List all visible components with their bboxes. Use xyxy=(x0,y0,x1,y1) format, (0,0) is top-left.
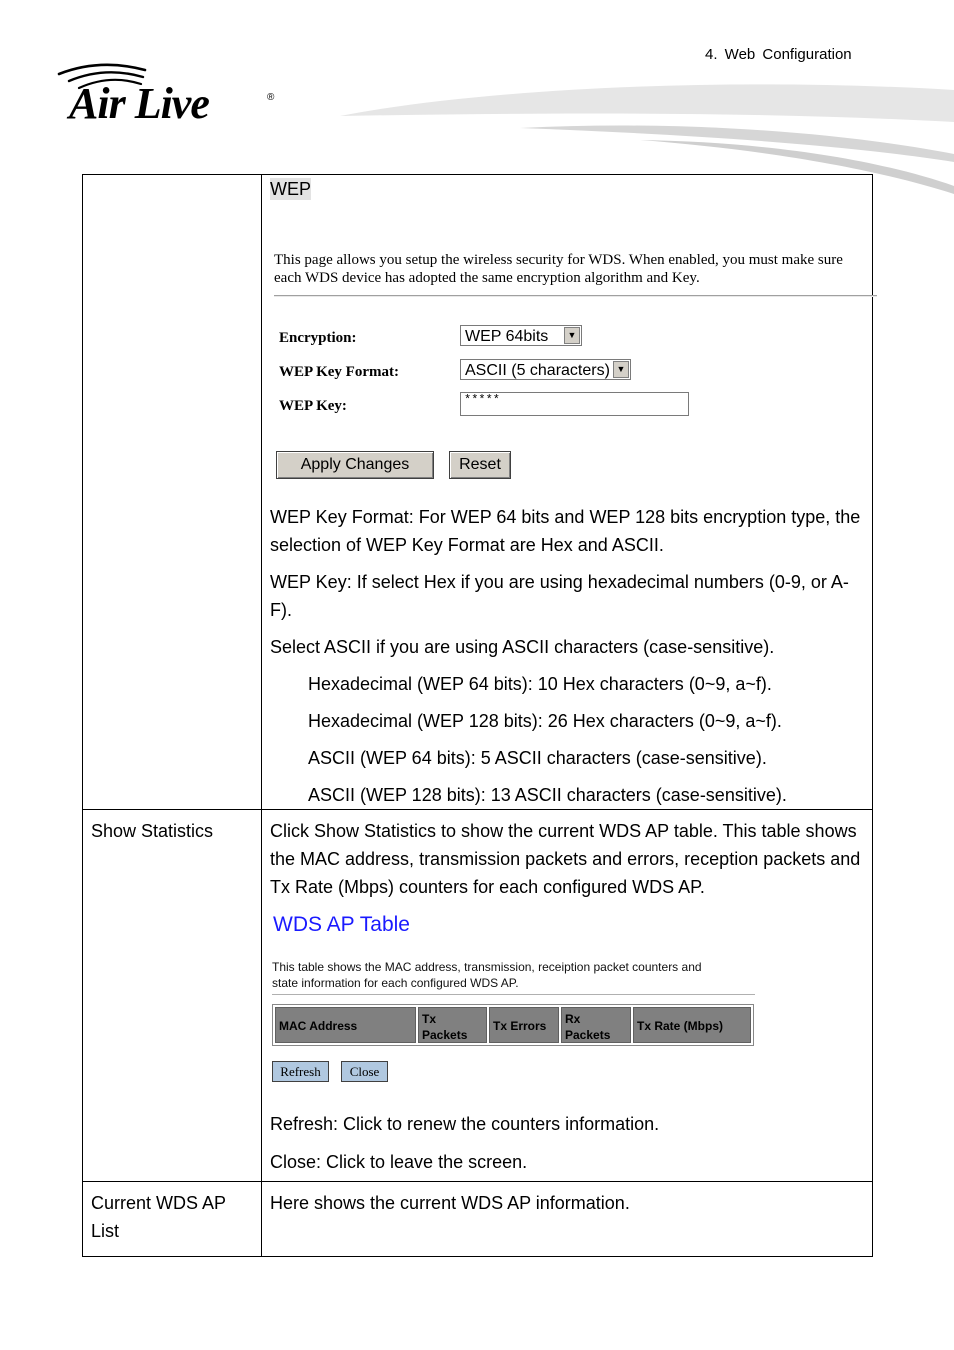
hex-128-text: Hexadecimal (WEP 128 bits): 26 Hex characters (0~9, a~f). xyxy=(308,711,782,731)
row-description: Here shows the current WDS AP information. xyxy=(262,1182,873,1257)
column-header-tx-rate: Tx Rate (Mbps) xyxy=(633,1007,751,1043)
content-table xyxy=(82,174,873,1257)
divider xyxy=(272,994,755,995)
divider xyxy=(274,295,877,297)
encryption-value: WEP 64bits xyxy=(465,328,549,345)
chevron-down-icon[interactable]: ▼ xyxy=(564,327,580,344)
wds-desc-line: This table shows the MAC address, transmission, receiption packet counters and xyxy=(272,960,702,974)
header-line: Rx xyxy=(565,1012,581,1026)
column-header-tx-errors: Tx Errors xyxy=(489,1007,559,1043)
wds-ap-table-screenshot xyxy=(270,911,862,1111)
wds-ap-table xyxy=(272,1004,754,1046)
show-statistics-text: Click Show Statistics to show the current WDS AP table. This table shows the MAC address, transmission packets and errors, reception packets and Tx Rate (Mbps) counters for each configured WDS AP. xyxy=(270,821,861,897)
svg-text:®: ® xyxy=(267,92,275,103)
column-header-mac-address: MAC Address xyxy=(275,1007,416,1043)
column-header-tx-packets xyxy=(418,1007,487,1043)
row-label: Current WDS AP List xyxy=(83,1182,262,1257)
wds-ap-table-description xyxy=(272,959,702,991)
apply-changes-button[interactable]: Apply Changes xyxy=(276,451,434,479)
reset-button[interactable]: Reset xyxy=(449,451,511,479)
wep-description: This page allows you setup the wireless security for WDS. When enabled, you must make sure each WDS device has adopted the same encryption algorithm and Key. xyxy=(274,252,843,286)
close-button[interactable]: Close xyxy=(341,1061,388,1082)
encryption-select[interactable] xyxy=(460,325,582,346)
select-ascii-text: Select ASCII if you are using ASCII characters (case-sensitive). xyxy=(270,637,775,657)
hex-64-text: Hexadecimal (WEP 64 bits): 10 Hex characters (0~9, a~f). xyxy=(308,674,772,694)
ascii-64-text: ASCII (WEP 64 bits): 5 ASCII characters (case-sensitive). xyxy=(308,748,767,768)
ascii-128-text: ASCII (WEP 128 bits): 13 ASCII characters (case-sensitive). xyxy=(308,785,787,805)
header-line: Packets xyxy=(565,1028,611,1042)
wep-key-text: WEP Key: If select Hex if you are using hexadecimal numbers (0-9, or A-F). xyxy=(270,572,849,620)
close-text: Close: Click to leave the screen. xyxy=(270,1152,528,1172)
chevron-down-icon[interactable]: ▼ xyxy=(613,361,629,378)
encryption-label: Encryption: xyxy=(279,330,357,346)
row-description xyxy=(262,810,873,1182)
wds-ap-table-title: WDS AP Table xyxy=(273,913,410,936)
airlive-logo xyxy=(55,60,285,130)
row-label: Show Statistics xyxy=(83,810,262,1182)
wep-key-format-label: WEP Key Format: xyxy=(279,364,399,380)
row-description xyxy=(262,175,873,810)
wep-title: WEP xyxy=(270,179,312,199)
table-row xyxy=(83,175,873,810)
airlive-logo-text: Air Live xyxy=(69,79,209,128)
wep-settings-screenshot xyxy=(270,203,862,493)
wep-key-input[interactable]: ***** xyxy=(460,392,689,416)
table-row xyxy=(83,810,873,1182)
header-line: Tx xyxy=(422,1012,437,1026)
table-row xyxy=(83,1182,873,1257)
row-label xyxy=(83,175,262,810)
refresh-text: Refresh: Click to renew the counters information. xyxy=(270,1114,660,1134)
wep-key-format-value: ASCII (5 characters) xyxy=(465,362,610,379)
wep-key-format-text: WEP Key Format: For WEP 64 bits and WEP 128 bits encryption type, the selection of WEP Key Format are Hex and ASCII. xyxy=(270,507,861,555)
wep-key-format-select[interactable] xyxy=(460,359,631,380)
wep-key-label: WEP Key: xyxy=(279,398,347,414)
column-header-rx-packets xyxy=(561,1007,631,1043)
wds-desc-line: state information for each configured WDS AP. xyxy=(272,976,519,990)
refresh-button[interactable]: Refresh xyxy=(272,1061,329,1082)
header-line: Packets xyxy=(422,1028,468,1042)
chapter-heading: 4. Web Configuration xyxy=(705,46,852,63)
